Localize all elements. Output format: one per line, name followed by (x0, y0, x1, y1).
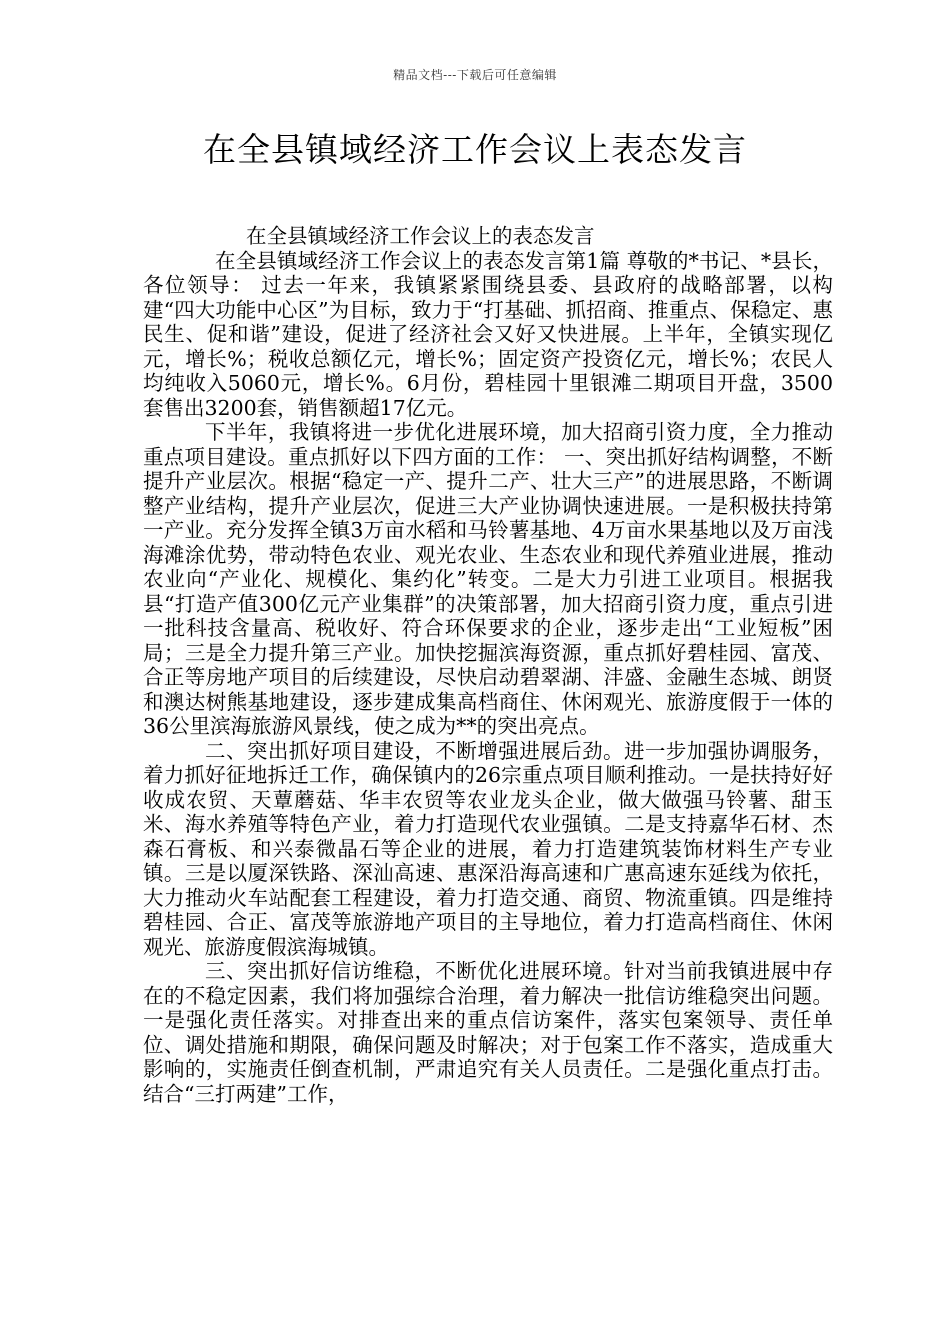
paragraph-2: 下半年，我镇将进一步优化进展环境，加大招商引资力度，全力推动重点项目建设。重点抓好以下四方面的工作： 一、突出抓好结构调整，不断提升产业层次。根据“稳定一产、提升二产、壮大三产”的进展思路，不断调整产业结构，提升产业层次，促进三大产业协调快速进展。一是积极扶持第一产业。充分发挥全镇3万亩水稻和马铃薯基地、4万亩水果基地以及万亩浅海滩涂优势，带动特色农业、观光农业、生态农业和现代养殖业进展，推动农业向“产业化、规模化、集约化”转变。二是大力引进工业项目。根据我县“打造产值300亿元产业集群”的决策部署，加大招商引资力度，重点引进一批科技含量高、税收好、符合环保要求的企业，逐步走出“工业短板”困局；三是全力提升第三产业。加快挖掘滨海资源，重点抓好碧桂园、富茂、合正等房地产项目的后续建设，尽快启动碧翠湖、沣盛、金融生态城、朗贤和澳达树熊基地建设，逐步建成集高档商住、休闲观光、旅游度假于一体的36公里滨海旅游风景线，使之成为**的突出亮点。 (143, 420, 833, 738)
header-note: 精品文档---下载后可任意编辑 (393, 68, 557, 82)
paragraph-3: 二、突出抓好项目建设，不断增强进展后劲。进一步加强协调服务，着力抓好征地拆迁工作，确保镇内的26宗重点项目顺利推动。一是扶持好好收成农贸、天蕈蘑菇、华丰农贸等农业龙头企业，做大做强马铃薯、甜玉米、海水养殖等特色产业，着力打造现代农业强镇。二是支持嘉华石材、杰森石膏板、和兴泰微晶石等企业的进展，着力打造建筑装饰材料生产专业镇。三是以厦深铁路、深汕高速、惠深沿海高速和广惠高速东延线为依托，大力推动火车站配套工程建设，着力打造交通、商贸、物流重镇。四是维持碧桂园、合正、富茂等旅游地产项目的主导地位，着力打造高档商住、休闲观光、旅游度假滨海城镇。 (143, 738, 833, 959)
document-title: 在全县镇域经济工作会议上表态发言 (203, 130, 747, 169)
document-subtitle: 在全县镇域经济工作会议上的表态发言 (246, 224, 595, 248)
document-body (143, 224, 833, 1106)
paragraph-1: 在全县镇域经济工作会议上的表态发言第1篇 尊敬的*书记、*县长，各位领导： 过去一年来，我镇紧紧围绕县委、县政府的战略部署，以构建“四大功能中心区”为目标，致力于“打基础、抓招商、推重点、保稳定、惠民生、促和谐”建设，促进了经济社会又好又快进展。上半年，全镇实现亿元，增长%；税收总额亿元，增长%；固定资产投资亿元，增长%；农民人均纯收入5060元，增长%。6月份，碧桂园十里银滩二期项目开盘，3500套售出3200套，销售额超17亿元。 (143, 248, 833, 420)
paragraph-4: 三、突出抓好信访维稳，不断优化进展环境。针对当前我镇进展中存在的不稳定因素，我们将加强综合治理，着力解决一批信访维稳突出问题。一是强化责任落实。对排查出来的重点信访案件，落实包案领导、责任单位、调处措施和期限，确保问题及时解决；对于包案工作不落实，造成重大影响的，实施责任倒查机制，严肃追究有关人员责任。二是强化重点打击。结合“三打两建”工作， (143, 959, 833, 1106)
